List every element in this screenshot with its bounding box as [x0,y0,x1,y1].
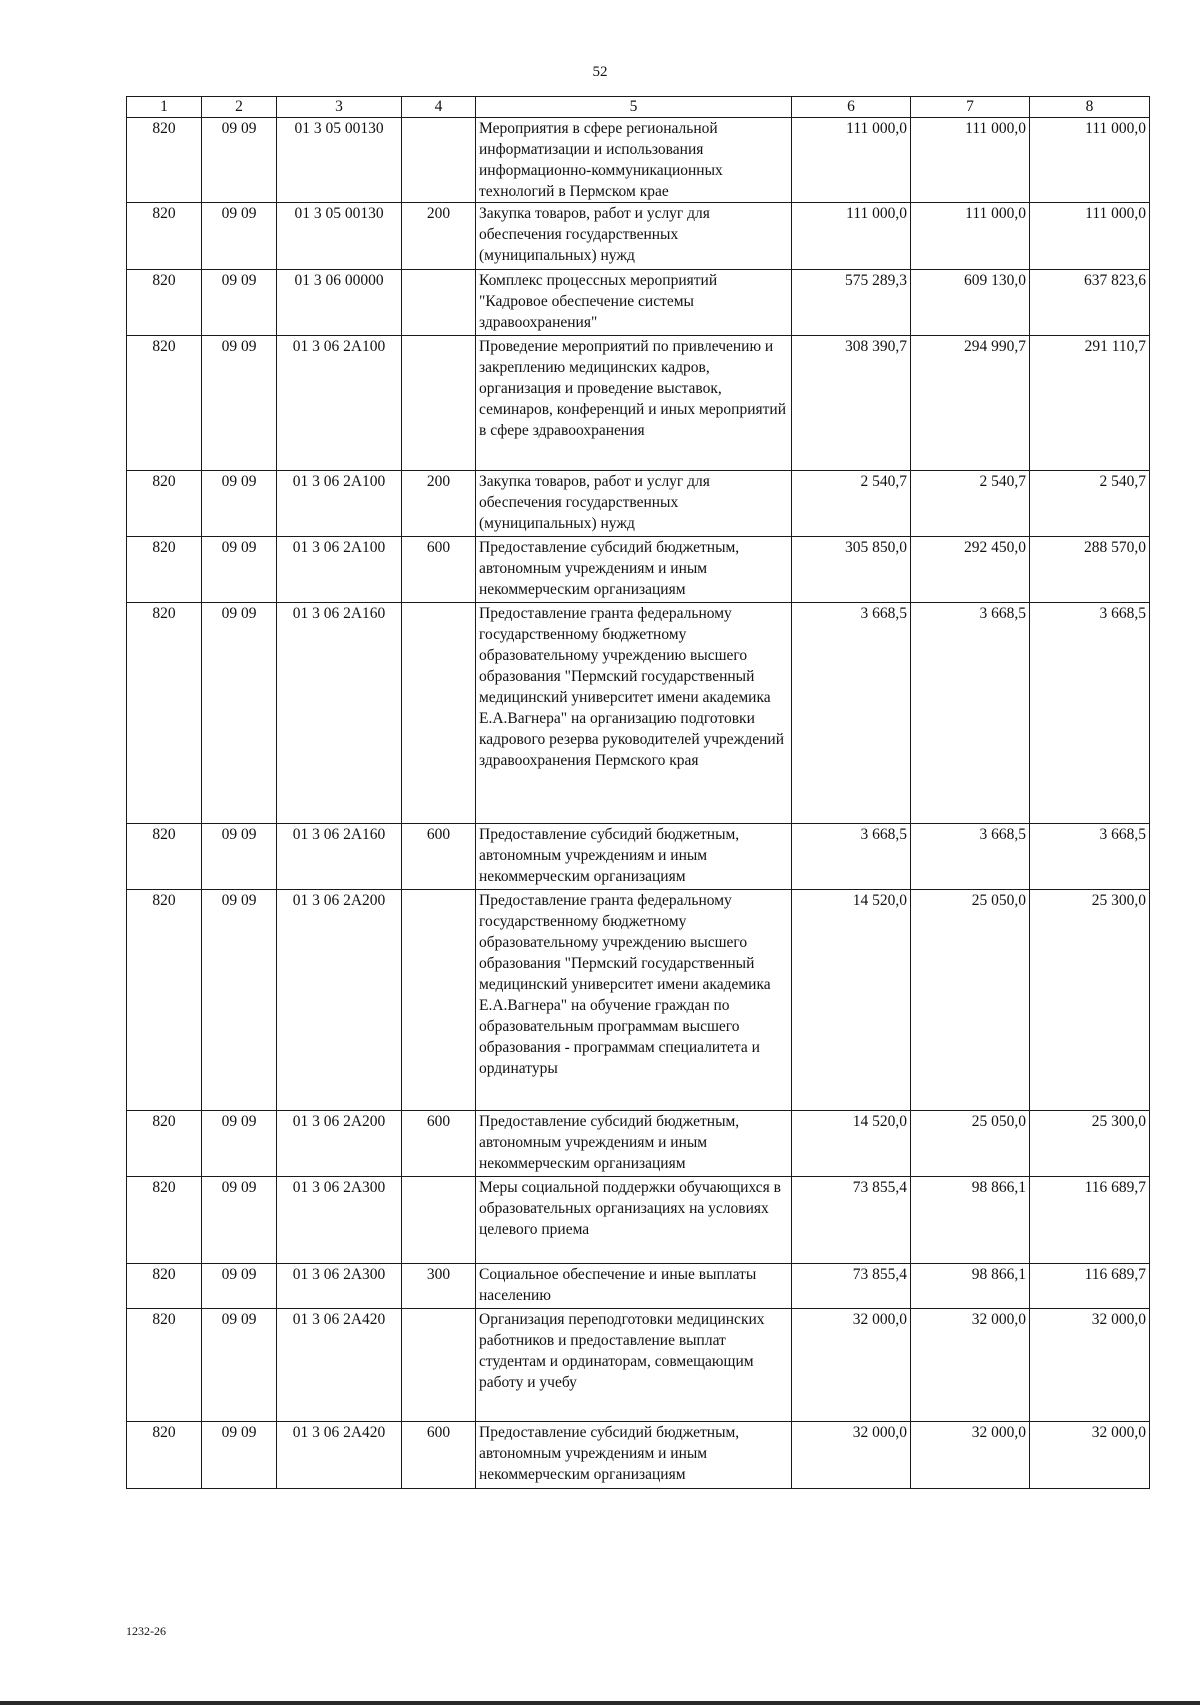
column-header: 4 [402,97,476,118]
expense-type-cell [402,1177,476,1264]
amount-year3-cell: 637 823,6 [1030,270,1150,336]
section-code-cell: 09 09 [202,824,277,890]
table-row [127,1309,1150,1422]
expense-type-cell: 600 [402,1422,476,1489]
expense-type-cell: 600 [402,1111,476,1177]
section-code-cell: 09 09 [202,1309,277,1422]
column-header: 7 [911,97,1030,118]
table-row [127,824,1150,890]
amount-year1-cell: 305 850,0 [792,537,911,603]
table-row [127,203,1150,270]
item-name-cell: Проведение мероприятий по привлечению и закреплению медицинских кадров, организация и проведение выставок, семинаров, конференций и иных мероприятий в сфере здравоохранения [476,336,792,471]
amount-year1-cell: 14 520,0 [792,890,911,1111]
target-article-cell: 01 3 06 2А100 [277,336,402,471]
target-article-cell: 01 3 06 2А420 [277,1309,402,1422]
ministry-code-cell: 820 [127,824,202,890]
amount-year1-cell: 3 668,5 [792,603,911,824]
amount-year1-cell: 111 000,0 [792,203,911,270]
table-row [127,1177,1150,1264]
table-row [127,1422,1150,1489]
amount-year1-cell: 2 540,7 [792,471,911,537]
amount-year2-cell: 25 050,0 [911,1111,1030,1177]
scan-edge-divider [0,1701,1200,1705]
ministry-code-cell: 820 [127,890,202,1111]
amount-year1-cell: 111 000,0 [792,118,911,203]
item-name-cell: Предоставление субсидий бюджетным, автономным учреждениям и иным некоммерческим организациям [476,537,792,603]
expense-type-cell [402,336,476,471]
target-article-cell: 01 3 06 2А100 [277,537,402,603]
item-name-cell: Комплекс процессных мероприятий "Кадровое обеспечение системы здравоохранения" [476,270,792,336]
budget-table [126,96,1150,1489]
section-code-cell: 09 09 [202,890,277,1111]
document-code: 1232-26 [126,1624,166,1638]
amount-year3-cell: 3 668,5 [1030,824,1150,890]
ministry-code-cell: 820 [127,1177,202,1264]
expense-type-cell: 300 [402,1264,476,1309]
table-row [127,471,1150,537]
expense-type-cell: 600 [402,537,476,603]
amount-year3-cell: 32 000,0 [1030,1422,1150,1489]
amount-year2-cell: 32 000,0 [911,1309,1030,1422]
item-name-cell: Социальное обеспечение и иные выплаты населению [476,1264,792,1309]
item-name-cell: Организация переподготовки медицинских работников и предоставление выплат студентам и ординаторам, совмещающим работу и учебу [476,1309,792,1422]
column-header: 8 [1030,97,1150,118]
item-name-cell: Предоставление гранта федеральному государственному бюджетному образовательному учреждению высшего образования "Пермский государственный медицинский университет имени академика Е.А.Вагнера" на организацию подготовки кадрового резерва руководителей учреждений здравоохранения Пермского края [476,603,792,824]
amount-year1-cell: 73 855,4 [792,1177,911,1264]
amount-year1-cell: 32 000,0 [792,1422,911,1489]
ministry-code-cell: 820 [127,270,202,336]
amount-year3-cell: 288 570,0 [1030,537,1150,603]
amount-year2-cell: 2 540,7 [911,471,1030,537]
ministry-code-cell: 820 [127,603,202,824]
amount-year2-cell: 98 866,1 [911,1177,1030,1264]
section-code-cell: 09 09 [202,603,277,824]
item-name-cell: Мероприятия в сфере региональной информатизации и использования информационно-коммуникационных технологий в Пермском крае [476,118,792,203]
column-header: 2 [202,97,277,118]
section-code-cell: 09 09 [202,1264,277,1309]
amount-year3-cell: 116 689,7 [1030,1177,1150,1264]
amount-year3-cell: 3 668,5 [1030,603,1150,824]
table-row [127,890,1150,1111]
page-number: 52 [592,64,608,80]
amount-year2-cell: 111 000,0 [911,203,1030,270]
amount-year3-cell: 25 300,0 [1030,890,1150,1111]
target-article-cell: 01 3 06 2А420 [277,1422,402,1489]
target-article-cell: 01 3 06 00000 [277,270,402,336]
amount-year3-cell: 2 540,7 [1030,471,1150,537]
ministry-code-cell: 820 [127,1309,202,1422]
section-code-cell: 09 09 [202,270,277,336]
target-article-cell: 01 3 06 2А160 [277,824,402,890]
column-header: 5 [476,97,792,118]
item-name-cell: Предоставление субсидий бюджетным, автономным учреждениям и иным некоммерческим организациям [476,824,792,890]
target-article-cell: 01 3 06 2А300 [277,1177,402,1264]
table-header-row [127,97,1150,118]
column-header: 3 [277,97,402,118]
expense-type-cell [402,118,476,203]
amount-year3-cell: 32 000,0 [1030,1309,1150,1422]
section-code-cell: 09 09 [202,336,277,471]
ministry-code-cell: 820 [127,1264,202,1309]
item-name-cell: Закупка товаров, работ и услуг для обеспечения государственных (муниципальных) нужд [476,203,792,270]
target-article-cell: 01 3 06 2А100 [277,471,402,537]
ministry-code-cell: 820 [127,537,202,603]
target-article-cell: 01 3 06 2А160 [277,603,402,824]
ministry-code-cell: 820 [127,471,202,537]
amount-year2-cell: 3 668,5 [911,603,1030,824]
expense-type-cell [402,890,476,1111]
amount-year2-cell: 292 450,0 [911,537,1030,603]
section-code-cell: 09 09 [202,471,277,537]
amount-year3-cell: 111 000,0 [1030,203,1150,270]
amount-year1-cell: 32 000,0 [792,1309,911,1422]
item-name-cell: Предоставление субсидий бюджетным, автономным учреждениям и иным некоммерческим организациям [476,1422,792,1489]
amount-year2-cell: 294 990,7 [911,336,1030,471]
table-row [127,1111,1150,1177]
item-name-cell: Меры социальной поддержки обучающихся в образовательных организациях на условиях целевого приема [476,1177,792,1264]
expense-type-cell: 200 [402,471,476,537]
target-article-cell: 01 3 06 2А200 [277,1111,402,1177]
target-article-cell: 01 3 06 2А200 [277,890,402,1111]
column-header: 1 [127,97,202,118]
ministry-code-cell: 820 [127,203,202,270]
column-header: 6 [792,97,911,118]
expense-type-cell [402,270,476,336]
section-code-cell: 09 09 [202,118,277,203]
ministry-code-cell: 820 [127,1111,202,1177]
amount-year1-cell: 73 855,4 [792,1264,911,1309]
table-row [127,118,1150,203]
target-article-cell: 01 3 05 00130 [277,203,402,270]
expense-type-cell [402,603,476,824]
amount-year1-cell: 14 520,0 [792,1111,911,1177]
expense-type-cell: 200 [402,203,476,270]
amount-year1-cell: 308 390,7 [792,336,911,471]
amount-year2-cell: 111 000,0 [911,118,1030,203]
item-name-cell: Закупка товаров, работ и услуг для обеспечения государственных (муниципальных) нужд [476,471,792,537]
ministry-code-cell: 820 [127,118,202,203]
table-row [127,537,1150,603]
ministry-code-cell: 820 [127,1422,202,1489]
expense-type-cell [402,1309,476,1422]
section-code-cell: 09 09 [202,537,277,603]
section-code-cell: 09 09 [202,203,277,270]
amount-year1-cell: 3 668,5 [792,824,911,890]
table-row [127,270,1150,336]
amount-year3-cell: 25 300,0 [1030,1111,1150,1177]
expense-type-cell: 600 [402,824,476,890]
amount-year2-cell: 32 000,0 [911,1422,1030,1489]
amount-year3-cell: 291 110,7 [1030,336,1150,471]
target-article-cell: 01 3 05 00130 [277,118,402,203]
amount-year2-cell: 25 050,0 [911,890,1030,1111]
ministry-code-cell: 820 [127,336,202,471]
amount-year1-cell: 575 289,3 [792,270,911,336]
amount-year2-cell: 609 130,0 [911,270,1030,336]
table-row [127,603,1150,824]
table-row [127,336,1150,471]
item-name-cell: Предоставление гранта федеральному государственному бюджетному образовательному учреждению высшего образования "Пермский государственный медицинский университет имени академика Е.А.Вагнера" на обучение граждан по образовательным программам высшего образования - программам специалитета и ординатуры [476,890,792,1111]
section-code-cell: 09 09 [202,1111,277,1177]
item-name-cell: Предоставление субсидий бюджетным, автономным учреждениям и иным некоммерческим организациям [476,1111,792,1177]
section-code-cell: 09 09 [202,1177,277,1264]
amount-year3-cell: 111 000,0 [1030,118,1150,203]
amount-year3-cell: 116 689,7 [1030,1264,1150,1309]
section-code-cell: 09 09 [202,1422,277,1489]
target-article-cell: 01 3 06 2А300 [277,1264,402,1309]
amount-year2-cell: 3 668,5 [911,824,1030,890]
amount-year2-cell: 98 866,1 [911,1264,1030,1309]
table-row [127,1264,1150,1309]
